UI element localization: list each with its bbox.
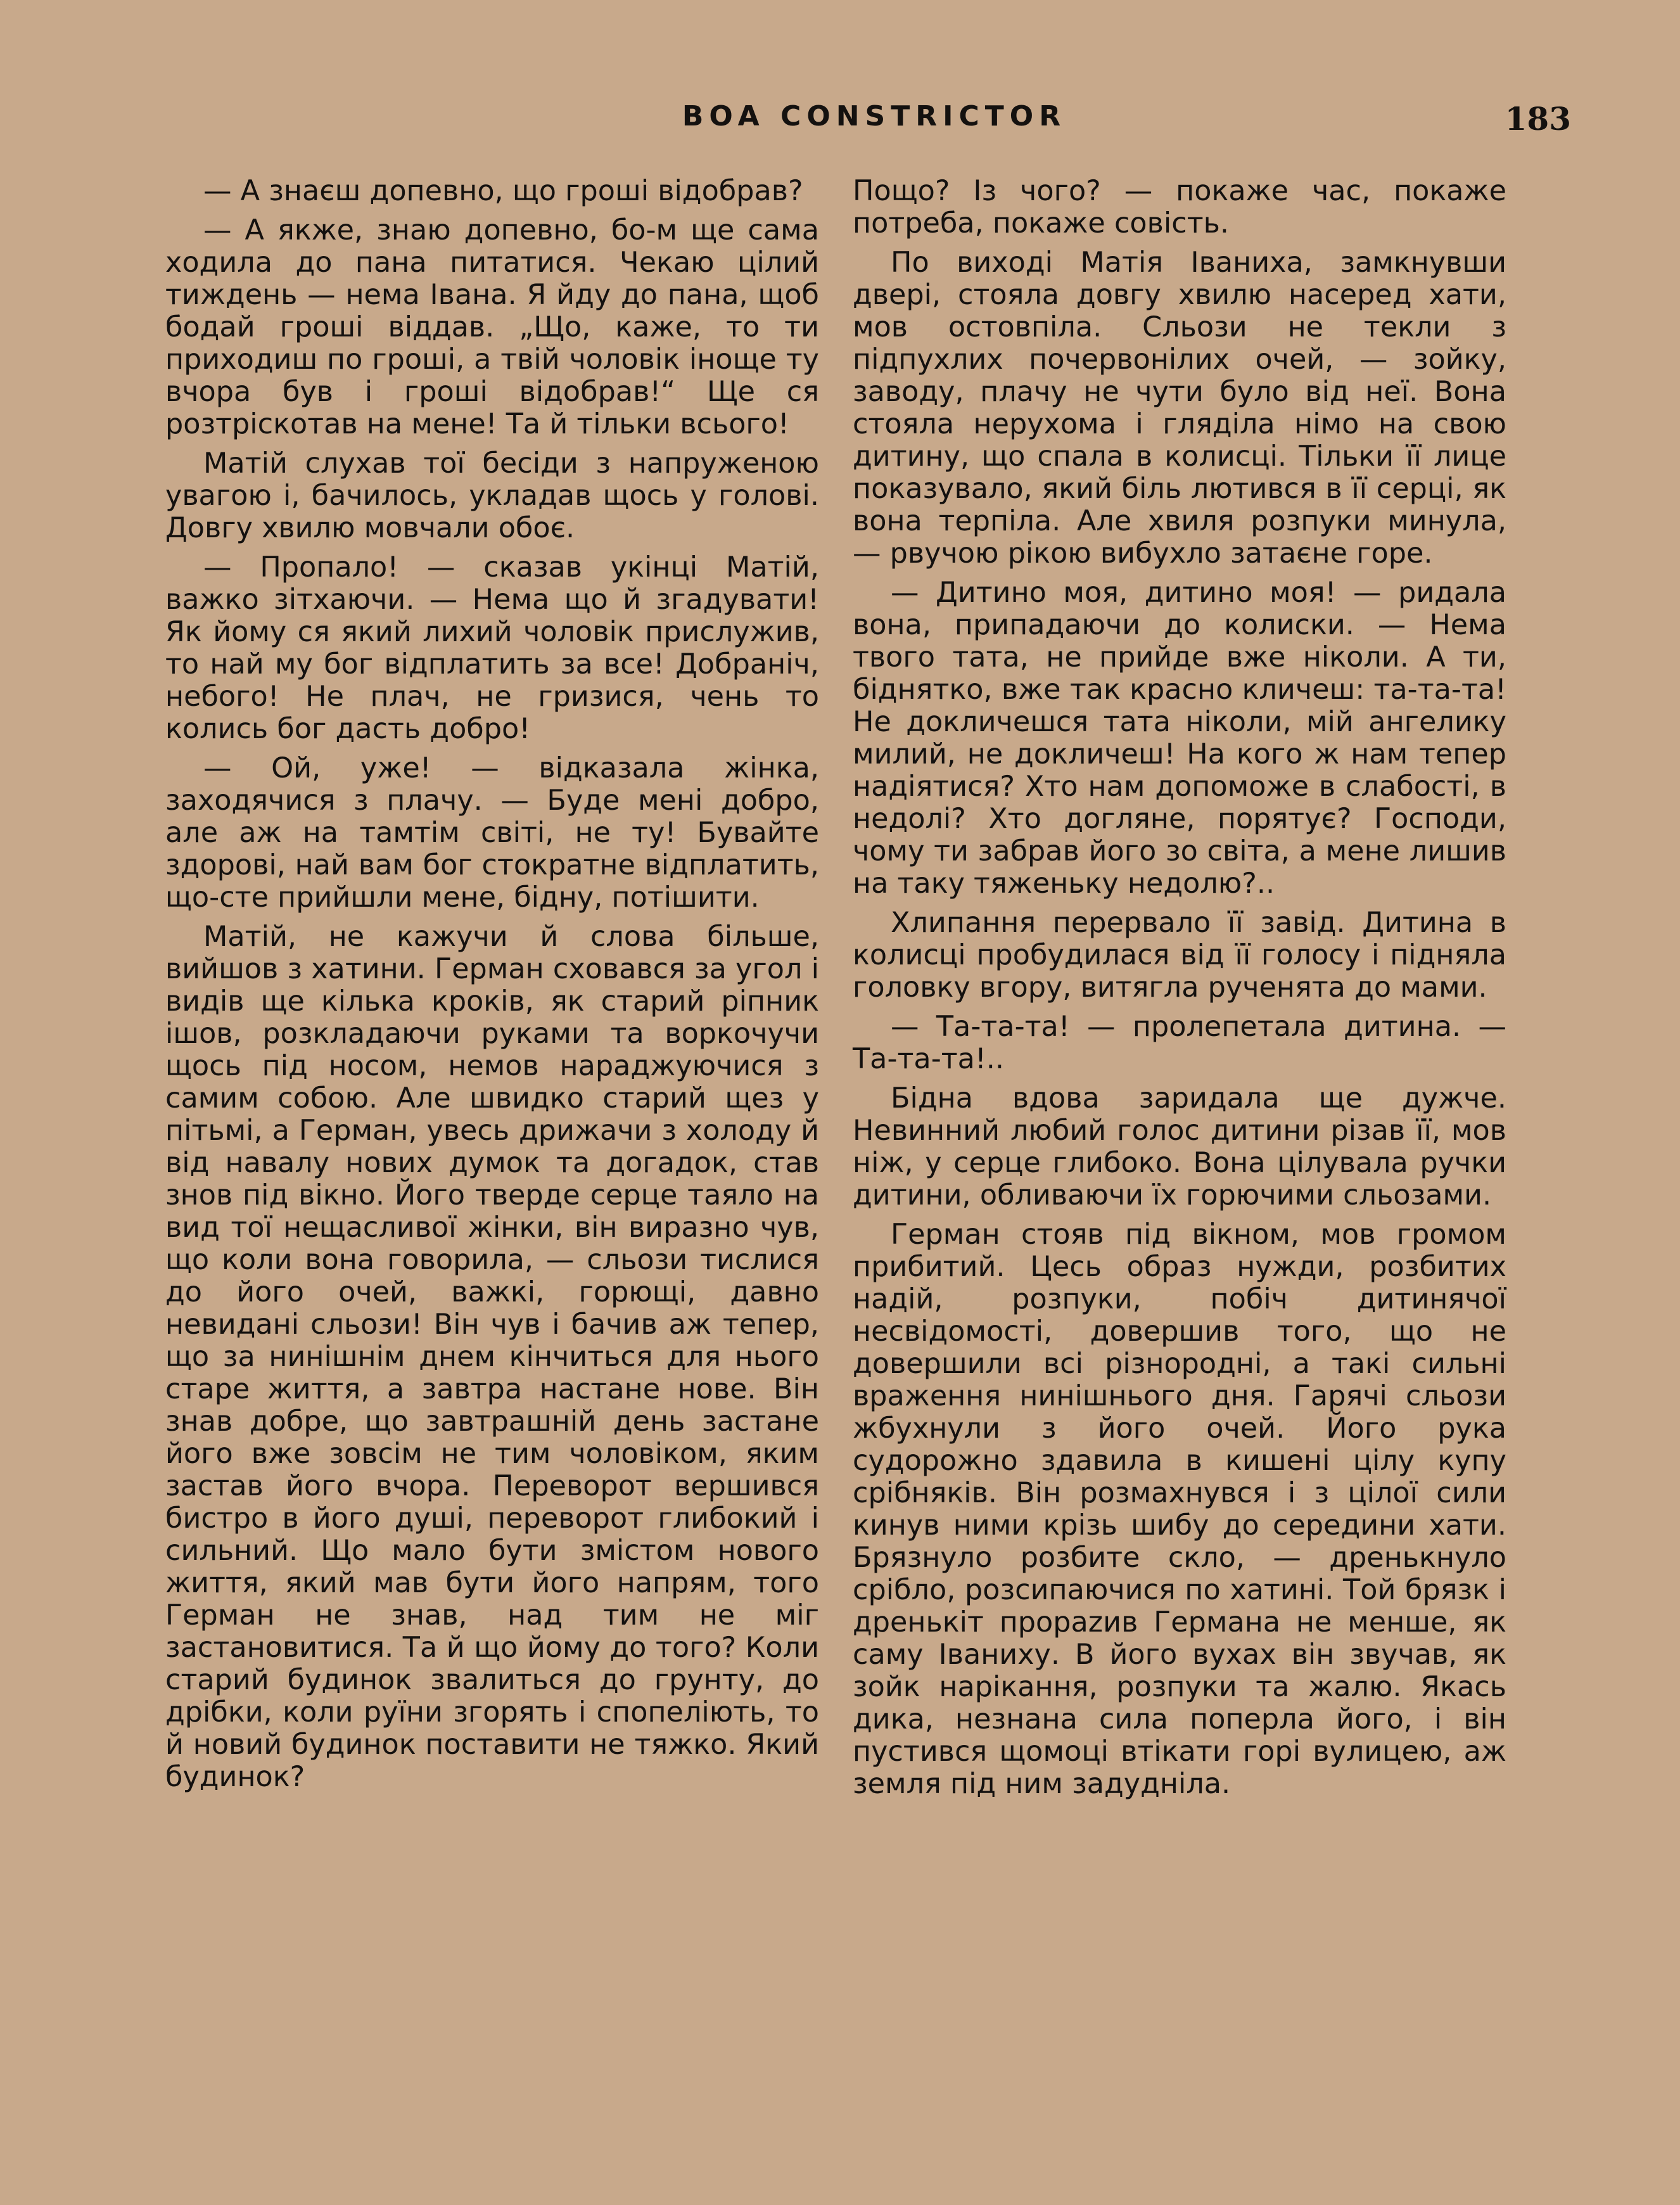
running-title: BOA CONSTRICTOR [682,100,1067,132]
left-text-column [165,175,819,1800]
paragraph: Бідна вдова заридала ще дужче. Невинний любий голос дитини різав її, мов ніж, у серце глибоко. Вона цілувала ручки дитини, обливаючи їх горючими сльозами. [853,1082,1506,1211]
paragraph-continued: Пощо? Із чого? — покаже час, покаже потреба, покаже совість. [853,175,1506,240]
right-text-column [853,175,1506,1807]
paragraph: — Дитино моя, дитино моя! — ридала вона, припадаючи до колиски. — Нема твого тата, не прийде вже ніколи. А ти, біднятко, вже так красно кличеш: та-та-та! Не докличешся тата ніколи, мій ангелику милий, не докличеш! На кого ж нам тепер надіятися? Хто нам допоможе в слабості, в недолі? Хто догляне, порятує? Господи, чому ти забрав його зо світа, а мене лишив на таку тяженьку недолю?.. [853,577,1506,900]
paragraph: По виході Матія Іваниха, замкнувши двері, стояла довгу хвилю насеред хати, мов остовпіла. Сльози не текли з підпухлих почервонілих очей, — зойку, заводу, плачу не чути було від неї. Вона стояла нерухома і гляділа німо на свою дитину, що спала в колисці. Тільки її лице показувало, який біль лютився в її серці, як вона терпіла. Але хвиля розпуки минула, — рвучою рікою вибухло затаєне горе. [853,246,1506,570]
paragraph: Хлипання перервало її завід. Дитина в колисці пробудилася від її голосу і підняла головку вгору, витягла рученята до мами. [853,907,1506,1004]
paragraph: — А знаєш допевно, що гроші відобрав? [203,175,803,207]
paragraph: — Та-та-та! — пролепетала дитина. — Та-та-та!.. [853,1011,1506,1075]
paragraph: Матій, не кажучи й слова більше, вийшов з хатини. Герман сховався за угол і видів ще кілька кроків, як старий ріпник ішов, розкладаючи руками та воркочучи щось під носом, немов нараджуючися з самим собою. Але швидко старий щез у пітьмі, а Герман, увесь дрижачи з холоду й від навалу нових думок та догадок, став знов під вікно. Його тверде серце таяло на вид тої нещасливої жінки, він виразно чув, що коли вона говорила, — сльози тислися до його очей, важкі, горющі, давно невидані сльози! Він чув і бачив аж тепер, що за нинішнім днем кінчиться для нього старе життя, а завтра настане нове. Він знав добре, що завтрашній день застане його вже зовсім не тим чоловіком, яким застав його вчора. Переворот вершився бистро в його душі, переворот глибокий і сильний. Що мало бути змістом нового життя, який мав бути його напрям, того Герман не знав, над тим не міг застановитися. Та й що йому до того? Коли старий будинок звалиться до грунту, до дрібки, коли руїни згорять і спопеліють, то й новий будинок поставити не тяжко. Який будинок? [165,921,819,1793]
page-number: 183 [1505,100,1571,137]
paragraph: Матій слухав тої бесіди з напруженою увагою і, бачилось, укладав щось у голові. Довгу хвилю мовчали обоє. [165,447,819,544]
paragraph: — Ой, уже! — відказала жінка, заходячися з плачу. — Буде мені добро, але аж на тамтім світі, не ту! Бувайте здорові, най вам бог стократне відплатить, що-сте прийшли мене, бідну, потішити. [165,752,819,914]
paragraph: — А якже, знаю допевно, бо-м ще сама ходила до пана питатися. Чекаю цілий тиждень — нема Івана. Я йду до пана, щоб бодай гроші віддав. „Що, каже, то ти приходиш по гроші, а твій чоловік іноще ту вчора був і гроші відобрав!“ Ще ся розтріскотав на мене! Та й тільки всього! [165,214,819,440]
paragraph: Герман стояв під вікном, мов громом прибитий. Цесь образ нужди, розбитих надій, розпуки, побіч дитинячої несвідомості, довершив того, що не довершили всі різнородні, а такі сильні враження нинішнього дня. Гарячі сльози жбухнули з його очей. Його рука судорожно здавила в кишені цілу купу срібняків. Він розмахнувся і з цілої сили кинув ними крізь шибу до середини хати. Брязнуло розбите скло, — дренькнуло срібло, розсипаючися по хатині. Той брязк і дренькіт прорazив Германа не менше, як саму Іваниху. В його вухах він звучав, як зойк нарікання, розпуки та жалю. Якась дика, незнана сила поперла його, і він пустився щомоці втікати горі вулицею, аж земля під ним задудніла. [853,1218,1506,1800]
paragraph: — Пропало! — сказав укінці Матій, важко зітхаючи. — Нема що й згадувати! Як йому ся який лихий чоловік прислужив, то най му бог відплатить за все! Добраніч, небого! Не плач, не гризися, чень то колись бог дасть добро! [165,551,819,745]
